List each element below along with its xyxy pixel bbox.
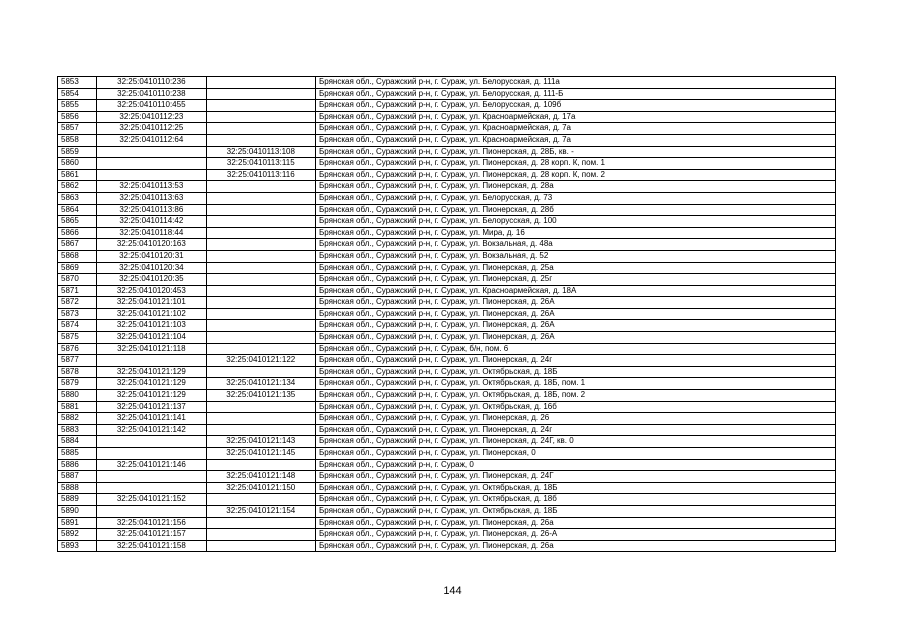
table-row — [58, 262, 836, 274]
row-number-cell: 5870 — [58, 274, 97, 286]
address-cell: Брянская обл., Суражский р-н, г. Сураж, ул. Пионерская, д. 25а — [315, 262, 835, 274]
row-number-cell: 5866 — [58, 227, 97, 239]
row-number-cell: 5857 — [58, 123, 97, 135]
cadastral-number-cell: 32:25:0410121:152 — [97, 494, 206, 506]
address-cell: Брянская обл., Суражский р-н, г. Сураж, ул. Октябрьская, д. 18Б, пом. 1 — [315, 378, 835, 390]
cadastral-number-cell: 32:25:0410121:118 — [97, 343, 206, 355]
cadastral-number-cell: 32:25:0410121:103 — [97, 320, 206, 332]
cadastral-number-cell: 32:25:0410121:137 — [97, 401, 206, 413]
cadastral-number-cell: 32:25:0410110:455 — [97, 100, 206, 112]
row-number-cell: 5856 — [58, 111, 97, 123]
row-number-cell: 5872 — [58, 297, 97, 309]
address-cell: Брянская обл., Суражский р-н, г. Сураж, ул. Пионерская, д. 26 — [315, 413, 835, 425]
table-row — [58, 540, 836, 552]
cadastral-number-cell: 32:25:0410112:23 — [97, 111, 206, 123]
row-number-cell: 5861 — [58, 169, 97, 181]
address-cell: Брянская обл., Суражский р-н, г. Сураж, ул. Октябрьская, д. 18Б — [315, 505, 835, 517]
cadastral-number-cell: 32:25:0410112:25 — [97, 123, 206, 135]
object-cadastral-number-cell — [206, 111, 315, 123]
address-cell: Брянская обл., Суражский р-н, г. Сураж, ул. Октябрьская, д. 18Б — [315, 482, 835, 494]
table-row — [58, 378, 836, 390]
table-row — [58, 505, 836, 517]
row-number-cell: 5889 — [58, 494, 97, 506]
address-cell: Брянская обл., Суражский р-н, г. Сураж, ул. Красноармейская, д. 18А — [315, 285, 835, 297]
table-row — [58, 100, 836, 112]
cadastral-number-cell: 32:25:0410121:129 — [97, 390, 206, 402]
table-row — [58, 308, 836, 320]
table-row — [58, 424, 836, 436]
cadastral-number-cell: 32:25:0410120:31 — [97, 250, 206, 262]
table-row — [58, 227, 836, 239]
address-cell: Брянская обл., Суражский р-н, г. Сураж, ул. Октябрьская, д. 18Б — [315, 366, 835, 378]
cadastral-number-cell: 32:25:0410121:156 — [97, 517, 206, 529]
row-number-cell: 5859 — [58, 146, 97, 158]
row-number-cell: 5871 — [58, 285, 97, 297]
object-cadastral-number-cell — [206, 320, 315, 332]
address-cell: Брянская обл., Суражский р-н, г. Сураж, ул. Пионерская, д. 24г — [315, 424, 835, 436]
row-number-cell: 5873 — [58, 308, 97, 320]
cadastral-number-cell — [97, 169, 206, 181]
row-number-cell: 5854 — [58, 88, 97, 100]
row-number-cell: 5879 — [58, 378, 97, 390]
row-number-cell: 5865 — [58, 216, 97, 228]
table-row — [58, 320, 836, 332]
row-number-cell: 5864 — [58, 204, 97, 216]
table-row — [58, 517, 836, 529]
address-cell: Брянская обл., Суражский р-н, г. Сураж, ул. Красноармейская, д. 7а — [315, 134, 835, 146]
address-cell: Брянская обл., Суражский р-н, г. Сураж, ул. Белорусская, д. 100 — [315, 216, 835, 228]
row-number-cell: 5881 — [58, 401, 97, 413]
table-row — [58, 401, 836, 413]
object-cadastral-number-cell — [206, 332, 315, 344]
table-row — [58, 390, 836, 402]
registry-table — [57, 76, 836, 552]
object-cadastral-number-cell — [206, 123, 315, 135]
address-cell: Брянская обл., Суражский р-н, г. Сураж, ул. Пионерская, 0 — [315, 448, 835, 460]
table-row — [58, 332, 836, 344]
row-number-cell: 5893 — [58, 540, 97, 552]
address-cell: Брянская обл., Суражский р-н, г. Сураж, ул. Белорусская, д. 111а — [315, 77, 835, 89]
cadastral-number-cell — [97, 505, 206, 517]
cadastral-number-cell: 32:25:0410121:157 — [97, 529, 206, 541]
address-cell: Брянская обл., Суражский р-н, г. Сураж, ул. Пионерская, д. 24Г — [315, 471, 835, 483]
cadastral-number-cell — [97, 436, 206, 448]
row-number-cell: 5877 — [58, 355, 97, 367]
table-row — [58, 366, 836, 378]
cadastral-number-cell: 32:25:0410121:101 — [97, 297, 206, 309]
object-cadastral-number-cell: 32:25:0410121:145 — [206, 448, 315, 460]
address-cell: Брянская обл., Суражский р-н, г. Сураж, ул. Пионерская, д. 28 корп. К, пом. 2 — [315, 169, 835, 181]
cadastral-number-cell: 32:25:0410110:238 — [97, 88, 206, 100]
row-number-cell: 5878 — [58, 366, 97, 378]
cadastral-number-cell: 32:25:0410121:104 — [97, 332, 206, 344]
row-number-cell: 5880 — [58, 390, 97, 402]
address-cell: Брянская обл., Суражский р-н, г. Сураж, ул. Октябрьская, д. 18Б, пом. 2 — [315, 390, 835, 402]
address-cell: Брянская обл., Суражский р-н, г. Сураж, ул. Пионерская, д. 28б — [315, 204, 835, 216]
object-cadastral-number-cell — [206, 297, 315, 309]
object-cadastral-number-cell: 32:25:0410113:108 — [206, 146, 315, 158]
object-cadastral-number-cell — [206, 262, 315, 274]
row-number-cell: 5855 — [58, 100, 97, 112]
object-cadastral-number-cell: 32:25:0410113:116 — [206, 169, 315, 181]
cadastral-number-cell: 32:25:0410121:142 — [97, 424, 206, 436]
cadastral-number-cell — [97, 482, 206, 494]
address-cell: Брянская обл., Суражский р-н, г. Сураж, ул. Мира, д. 16 — [315, 227, 835, 239]
cadastral-number-cell — [97, 158, 206, 170]
address-cell: Брянская обл., Суражский р-н, г. Сураж, ул. Пионерская, д. 24Г, кв. 0 — [315, 436, 835, 448]
cadastral-number-cell: 32:25:0410121:129 — [97, 378, 206, 390]
address-cell: Брянская обл., Суражский р-н, г. Сураж, ул. Пионерская, д. 28Б, кв. - — [315, 146, 835, 158]
cadastral-number-cell: 32:25:0410113:63 — [97, 192, 206, 204]
cadastral-number-cell: 32:25:0410113:86 — [97, 204, 206, 216]
row-number-cell: 5887 — [58, 471, 97, 483]
row-number-cell: 5892 — [58, 529, 97, 541]
cadastral-number-cell: 32:25:0410113:53 — [97, 181, 206, 193]
table-row — [58, 343, 836, 355]
table-row — [58, 250, 836, 262]
object-cadastral-number-cell — [206, 88, 315, 100]
object-cadastral-number-cell — [206, 250, 315, 262]
table-row — [58, 123, 836, 135]
row-number-cell: 5874 — [58, 320, 97, 332]
table-row — [58, 77, 836, 89]
cadastral-number-cell: 32:25:0410120:453 — [97, 285, 206, 297]
cadastral-number-cell: 32:25:0410110:236 — [97, 77, 206, 89]
cadastral-number-cell — [97, 471, 206, 483]
table-row — [58, 88, 836, 100]
address-cell: Брянская обл., Суражский р-н, г. Сураж, ул. Пионерская, д. 28а — [315, 181, 835, 193]
row-number-cell: 5885 — [58, 448, 97, 460]
address-cell: Брянская обл., Суражский р-н, г. Сураж, ул. Вокзальная, д. 48а — [315, 239, 835, 251]
object-cadastral-number-cell — [206, 285, 315, 297]
object-cadastral-number-cell — [206, 100, 315, 112]
cadastral-number-cell: 32:25:0410121:146 — [97, 459, 206, 471]
table-row — [58, 529, 836, 541]
table-row — [58, 494, 836, 506]
object-cadastral-number-cell: 32:25:0410121:143 — [206, 436, 315, 448]
address-cell: Брянская обл., Суражский р-н, г. Сураж, ул. Пионерская, д. 24г — [315, 355, 835, 367]
object-cadastral-number-cell — [206, 343, 315, 355]
table-row — [58, 355, 836, 367]
row-number-cell: 5883 — [58, 424, 97, 436]
table-row — [58, 297, 836, 309]
table-row — [58, 111, 836, 123]
row-number-cell: 5869 — [58, 262, 97, 274]
object-cadastral-number-cell: 32:25:0410121:134 — [206, 378, 315, 390]
table-row — [58, 216, 836, 228]
object-cadastral-number-cell — [206, 366, 315, 378]
row-number-cell: 5890 — [58, 505, 97, 517]
row-number-cell: 5891 — [58, 517, 97, 529]
page-number: 144 — [443, 585, 462, 597]
table-row — [58, 436, 836, 448]
table-row — [58, 134, 836, 146]
address-cell: Брянская обл., Суражский р-н, г. Сураж, ул. Пионерская, д. 25г — [315, 274, 835, 286]
address-cell: Брянская обл., Суражский р-н, г. Сураж, ул. Октябрьская, д. 16б — [315, 401, 835, 413]
row-number-cell: 5888 — [58, 482, 97, 494]
object-cadastral-number-cell — [206, 540, 315, 552]
address-cell: Брянская обл., Суражский р-н, г. Сураж, ул. Пионерская, д. 26А — [315, 332, 835, 344]
object-cadastral-number-cell: 32:25:0410113:115 — [206, 158, 315, 170]
object-cadastral-number-cell: 32:25:0410121:122 — [206, 355, 315, 367]
table-row — [58, 192, 836, 204]
row-number-cell: 5863 — [58, 192, 97, 204]
row-number-cell: 5882 — [58, 413, 97, 425]
object-cadastral-number-cell — [206, 274, 315, 286]
table-row — [58, 158, 836, 170]
row-number-cell: 5875 — [58, 332, 97, 344]
row-number-cell: 5867 — [58, 239, 97, 251]
cadastral-number-cell: 32:25:0410120:163 — [97, 239, 206, 251]
object-cadastral-number-cell — [206, 227, 315, 239]
object-cadastral-number-cell — [206, 401, 315, 413]
row-number-cell: 5884 — [58, 436, 97, 448]
table-row — [58, 239, 836, 251]
table-row — [58, 181, 836, 193]
address-cell: Брянская обл., Суражский р-н, г. Сураж, ул. Октябрьская, д. 18б — [315, 494, 835, 506]
cadastral-number-cell: 32:25:0410121:102 — [97, 308, 206, 320]
table-row — [58, 146, 836, 158]
cadastral-number-cell: 32:25:0410121:141 — [97, 413, 206, 425]
cadastral-number-cell: 32:25:0410121:129 — [97, 366, 206, 378]
object-cadastral-number-cell — [206, 204, 315, 216]
row-number-cell: 5868 — [58, 250, 97, 262]
cadastral-number-cell: 32:25:0410120:34 — [97, 262, 206, 274]
table-row — [58, 471, 836, 483]
object-cadastral-number-cell — [206, 192, 315, 204]
address-cell: Брянская обл., Суражский р-н, г. Сураж, ул. Красноармейская, д. 17а — [315, 111, 835, 123]
address-cell: Брянская обл., Суражский р-н, г. Сураж, ул. Пионерская, д. 26А — [315, 320, 835, 332]
object-cadastral-number-cell — [206, 308, 315, 320]
object-cadastral-number-cell — [206, 424, 315, 436]
row-number-cell: 5886 — [58, 459, 97, 471]
object-cadastral-number-cell — [206, 413, 315, 425]
address-cell: Брянская обл., Суражский р-н, г. Сураж, ул. Красноармейская, д. 7а — [315, 123, 835, 135]
object-cadastral-number-cell — [206, 216, 315, 228]
cadastral-number-cell: 32:25:0410121:158 — [97, 540, 206, 552]
row-number-cell: 5860 — [58, 158, 97, 170]
table-row — [58, 459, 836, 471]
cadastral-number-cell: 32:25:0410120:35 — [97, 274, 206, 286]
cadastral-number-cell — [97, 355, 206, 367]
table-row — [58, 274, 836, 286]
object-cadastral-number-cell — [206, 459, 315, 471]
address-cell: Брянская обл., Суражский р-н, г. Сураж, ул. Пионерская, д. 26А — [315, 297, 835, 309]
object-cadastral-number-cell — [206, 494, 315, 506]
object-cadastral-number-cell — [206, 134, 315, 146]
cadastral-number-cell: 32:25:0410114:42 — [97, 216, 206, 228]
object-cadastral-number-cell: 32:25:0410121:148 — [206, 471, 315, 483]
address-cell: Брянская обл., Суражский р-н, г. Сураж, ул. Пионерская, д. 26А — [315, 308, 835, 320]
address-cell: Брянская обл., Суражский р-н, г. Сураж, ул. Пионерская, д. 26-А — [315, 529, 835, 541]
address-cell: Брянская обл., Суражский р-н, г. Сураж, ул. Белорусская, д. 73 — [315, 192, 835, 204]
cadastral-number-cell — [97, 146, 206, 158]
table-row — [58, 285, 836, 297]
row-number-cell: 5858 — [58, 134, 97, 146]
address-cell: Брянская обл., Суражский р-н, г. Сураж, ул. Белорусская, д. 109б — [315, 100, 835, 112]
address-cell: Брянская обл., Суражский р-н, г. Сураж, б/н, пом. 6 — [315, 343, 835, 355]
address-cell: Брянская обл., Суражский р-н, г. Сураж, 0 — [315, 459, 835, 471]
table-row — [58, 448, 836, 460]
address-cell: Брянская обл., Суражский р-н, г. Сураж, ул. Пионерская, д. 28 корп. К, пом. 1 — [315, 158, 835, 170]
object-cadastral-number-cell: 32:25:0410121:154 — [206, 505, 315, 517]
object-cadastral-number-cell — [206, 181, 315, 193]
row-number-cell: 5853 — [58, 77, 97, 89]
object-cadastral-number-cell — [206, 77, 315, 89]
object-cadastral-number-cell — [206, 517, 315, 529]
object-cadastral-number-cell: 32:25:0410121:135 — [206, 390, 315, 402]
table-row — [58, 413, 836, 425]
cadastral-number-cell: 32:25:0410118:44 — [97, 227, 206, 239]
table-row — [58, 204, 836, 216]
address-cell: Брянская обл., Суражский р-н, г. Сураж, ул. Вокзальная, д. 52 — [315, 250, 835, 262]
cadastral-number-cell — [97, 448, 206, 460]
row-number-cell: 5862 — [58, 181, 97, 193]
row-number-cell: 5876 — [58, 343, 97, 355]
object-cadastral-number-cell: 32:25:0410121:150 — [206, 482, 315, 494]
address-cell: Брянская обл., Суражский р-н, г. Сураж, ул. Пионерская, д. 26а — [315, 540, 835, 552]
object-cadastral-number-cell — [206, 239, 315, 251]
table-row — [58, 169, 836, 181]
address-cell: Брянская обл., Суражский р-н, г. Сураж, ул. Белорусская, д. 111-Б — [315, 88, 835, 100]
registry-table-body — [58, 77, 836, 552]
object-cadastral-number-cell — [206, 529, 315, 541]
address-cell: Брянская обл., Суражский р-н, г. Сураж, ул. Пионерская, д. 26а — [315, 517, 835, 529]
cadastral-number-cell: 32:25:0410112:64 — [97, 134, 206, 146]
table-row — [58, 482, 836, 494]
